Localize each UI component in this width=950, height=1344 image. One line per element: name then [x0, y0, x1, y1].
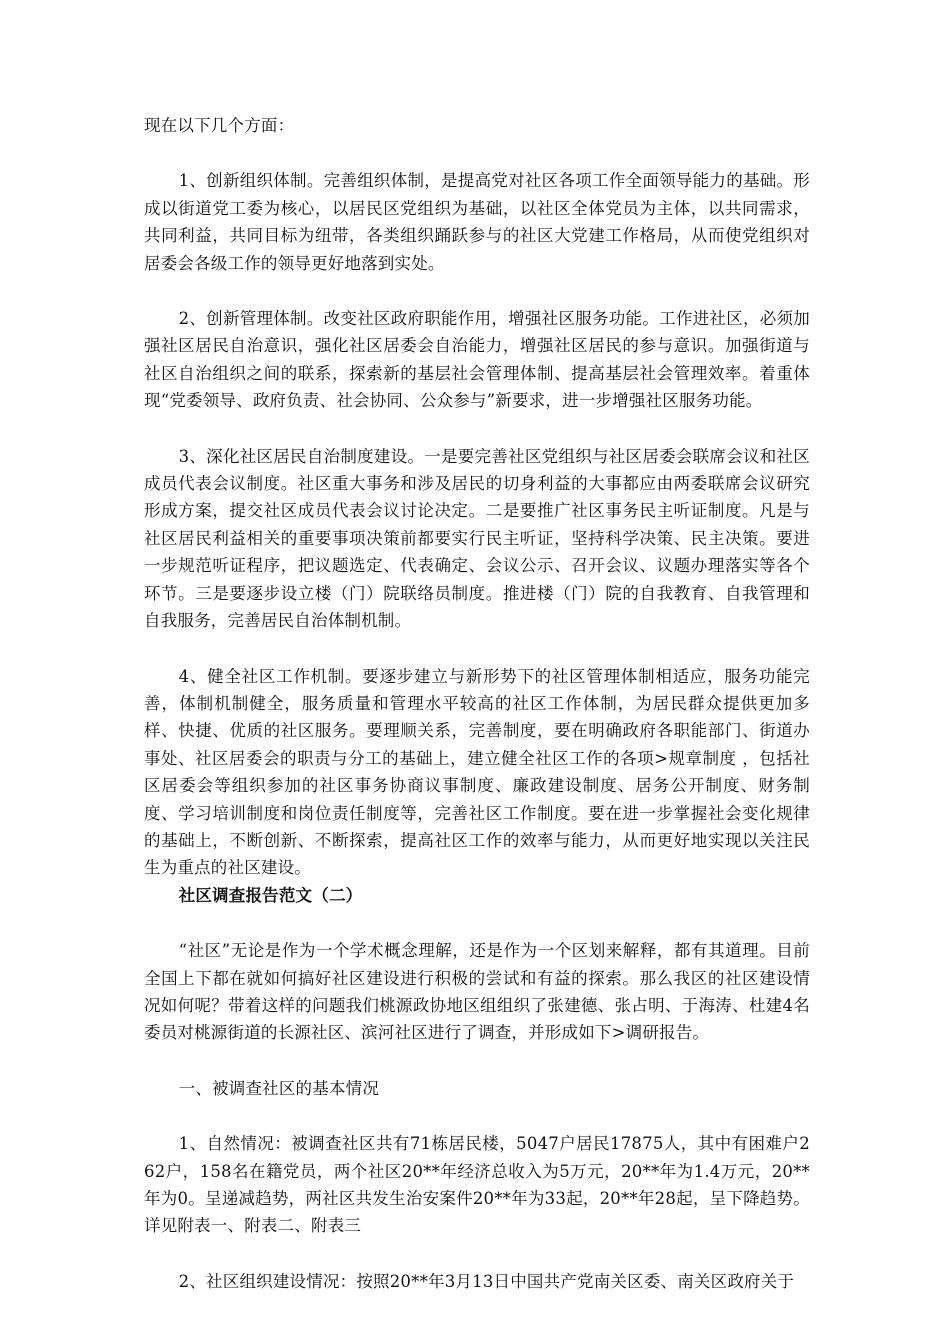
paragraph-item-2: 2、创新管理体制。改变社区政府职能作用，增强社区服务功能。工作进社区，必须加强社区居民自治意识，强化社区居委会自治能力，增强社区居民的参与意识。加强街道与社区自治组织之间的联系，探索新的基层社会管理体制、提高基层社会管理效率。着重体现“党委领导、政府负责、社会协同、公众参与”新要求，进一步增强社区服务功能。 — [144, 309, 810, 411]
paragraph-item-4: 4、健全社区工作机制。要逐步建立与新形势下的社区管理体制相适应，服务功能完善，体制机制健全，服务质量和管理水平较高的社区工作体制，为居民群众提供更加多样、快捷、优质的社区服务。要理顺关系，完善制度，要在明确政府各职能部门、街道办事处、社区居委会的职责与分工的基础上，建立健全社区工作的各项>规章制度 ，包括社区居委会等组织参加的社区事务协商议事制度、廉政建设制度、居务公开制度、财务制度、学习培训制度和岗位责任制度等，完善社区工作制度。要在进一步掌握社会变化规律的基础上，不断创新、不断探索，提高社区工作的效率与能力，从而更好地实现以关注民生为重点的社区建设。 — [144, 666, 810, 878]
paragraph-item-3: 3、深化社区居民自治制度建设。一是要完善社区党组织与社区居委会联席会议和社区成员代表会议制度。社区重大事务和涉及居民的切身利益的大事都应由两委联席会议研究形成方案，提交社区成员代表会议讨论决定。二是要推广社区事务民主听证制度。凡是与社区居民利益相关的重要事项决策前都要实行民主听证，坚持科学决策、民主决策。要进一步规范听证程序，把议题选定、代表确定、会议公示、召开会议、议题办理落实等各个环节。三是要逐步设立楼（门）院联络员制度。推进楼（门）院的自我教育、自我管理和自我服务，完善居民自治体制机制。 — [144, 446, 810, 631]
section-heading: 社区调查报告范文（二） — [178, 885, 363, 905]
paragraph-section-intro: “社区”无论是作为一个学术概念理解，还是作为一个区划来解释，都有其道理。目前全国上下都在就如何搞好社区建设进行积极的尝试和有益的探索。那么我区的社区建设情况如何呢？带着这样的问题我们桃源政协地区组组织了张建德、张占明、于海涛、杜建4名委员对桃源街道的长源社区、滨河社区进行了调查，并形成如下>调研报告。 — [144, 941, 810, 1043]
document-body — [144, 112, 810, 1295]
paragraph-intro: 现在以下几个方面： — [144, 116, 295, 135]
paragraph-item-1: 1、创新组织体制。完善组织体制，是提高党对社区各项工作全面领导能力的基础。形成以街道党工委为核心，以居民区党组织为基础，以社区全体党员为主体，以共同需求，共同利益，共同目标为纽带，各类组织踊跃参与的社区大党建工作格局，从而使党组织对居委会各级工作的领导更好地落到实处。 — [144, 171, 810, 273]
paragraph-natural-situation: 1、自然情况：被调查社区共有71栋居民楼，5047户居民17875人，其中有困难户262户，158名在籍党员，两个社区20**年经济总收入为5万元，20**年为1.4万元，20**年为0。呈递减趋势，两社区共发生治安案件20**年为33起，20**年28起，呈下降趋势。详见附表一、附表二、附表三 — [144, 1134, 810, 1236]
paragraph-organization: 2、社区组织建设情况：按照20**年3月13日中国共产党南关区委、南关区政府关于 — [178, 1271, 795, 1291]
paragraph-subheading: 一、被调查社区的基本情况 — [178, 1078, 380, 1098]
